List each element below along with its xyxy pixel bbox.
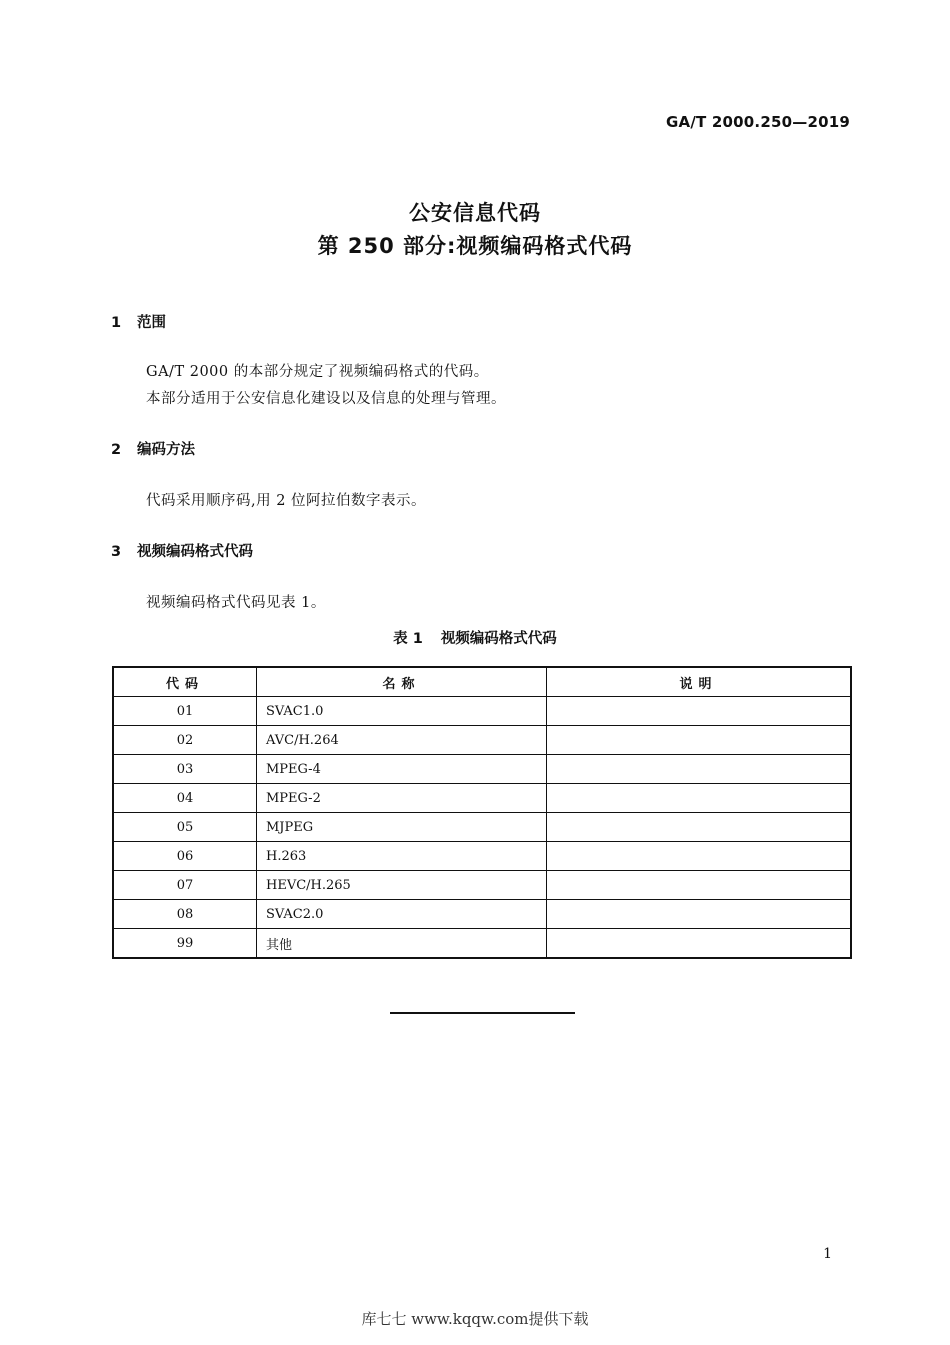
section-title: 视频编码格式代码 <box>137 544 253 560</box>
note-cell <box>547 900 852 929</box>
note-cell <box>547 697 852 726</box>
section-3-heading <box>111 540 253 561</box>
table-row <box>113 929 851 959</box>
section-2-paragraph-1: 代码采用顺序码,用 2 位阿拉伯数字表示。 <box>146 493 427 509</box>
table-caption <box>0 627 950 648</box>
section-1-paragraph-2: 本部分适用于公安信息化建设以及信息的处理与管理。 <box>146 391 506 407</box>
name-cell: MPEG-2 <box>257 784 547 813</box>
document-title: 公安信息代码 <box>409 201 541 225</box>
code-table <box>112 666 852 959</box>
name-cell: H.263 <box>257 842 547 871</box>
note-cell <box>547 813 852 842</box>
document-subtitle: 第 250 部分:视频编码格式代码 <box>317 234 633 258</box>
section-number: 1 <box>111 315 122 331</box>
section-number: 3 <box>111 544 122 560</box>
note-cell <box>547 871 852 900</box>
header-note: 说明 <box>547 667 852 697</box>
table-caption-title: 视频编码格式代码 <box>440 631 557 647</box>
table-header-row <box>113 667 851 697</box>
download-watermark-footer: 库七七 www.kqqw.com提供下载 <box>361 1310 589 1328</box>
table-row <box>113 871 851 900</box>
table-row <box>113 755 851 784</box>
table-row <box>113 900 851 929</box>
note-cell <box>547 929 852 959</box>
code-cell: 07 <box>113 871 257 900</box>
section-3-paragraph-1: 视频编码格式代码见表 1。 <box>146 595 326 611</box>
header-name: 名称 <box>257 667 547 697</box>
table-row <box>113 842 851 871</box>
code-cell: 02 <box>113 726 257 755</box>
name-cell: 其他 <box>257 929 547 959</box>
note-cell <box>547 726 852 755</box>
code-cell: 08 <box>113 900 257 929</box>
section-number: 2 <box>111 442 122 458</box>
note-cell <box>547 842 852 871</box>
table-row <box>113 813 851 842</box>
section-2-heading <box>111 438 195 459</box>
code-cell: 03 <box>113 755 257 784</box>
name-cell: SVAC2.0 <box>257 900 547 929</box>
table-row <box>113 726 851 755</box>
section-1-paragraph-1: GA/T 2000 的本部分规定了视频编码格式的代码。 <box>146 364 489 380</box>
name-cell: SVAC1.0 <box>257 697 547 726</box>
note-cell <box>547 755 852 784</box>
code-cell: 01 <box>113 697 257 726</box>
name-cell: HEVC/H.265 <box>257 871 547 900</box>
name-cell: MPEG-4 <box>257 755 547 784</box>
code-cell: 04 <box>113 784 257 813</box>
name-cell: AVC/H.264 <box>257 726 547 755</box>
code-cell: 99 <box>113 929 257 959</box>
code-cell: 06 <box>113 842 257 871</box>
name-cell: MJPEG <box>257 813 547 842</box>
section-title: 编码方法 <box>137 442 195 458</box>
section-title: 范围 <box>137 315 166 331</box>
table-caption-label: 表 1 <box>393 631 423 647</box>
table-row <box>113 784 851 813</box>
header-code: 代码 <box>113 667 257 697</box>
end-of-document-rule <box>390 1012 575 1014</box>
standard-code: GA/T 2000.250—2019 <box>666 113 850 131</box>
page-number: 1 <box>823 1246 832 1262</box>
note-cell <box>547 784 852 813</box>
code-cell: 05 <box>113 813 257 842</box>
section-1-heading <box>111 311 166 332</box>
table-row <box>113 697 851 726</box>
